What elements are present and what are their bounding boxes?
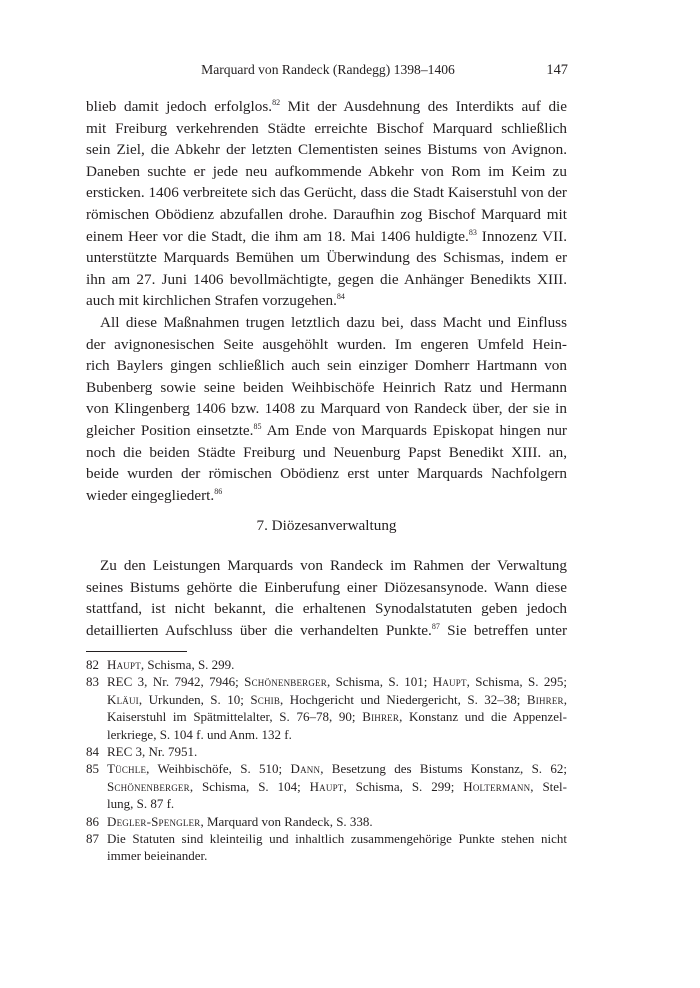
- footnote-84: 84 REC 3, Nr. 7951.: [86, 744, 198, 760]
- paragraph-1: [86, 96, 567, 312]
- text-line: gleicher Position einsetzte.$^{85}$ Am Ende von Marquards Episkopat hingen nur: [86, 421, 567, 439]
- text-line: wieder eingegliedert.$^{86}$: [86, 486, 223, 504]
- page-number: 147: [546, 62, 568, 78]
- footnote-separator: [86, 651, 187, 652]
- footnote-number: 83: [86, 674, 99, 690]
- text-line: von Klingenberg 1406 bzw. 1408 zu Marquard von Randeck über, der sie in: [86, 400, 567, 418]
- footnote-number: 84: [86, 744, 99, 760]
- text-line: stattfand, ist nicht bekannt, die erhaltenen Synodalstatuten geben jedoch: [86, 600, 567, 618]
- text-line: mit Freiburg verkehrenden Städte erreichte Bischof Marquard schließlich: [86, 119, 567, 137]
- text-line: der avignonesischen Seite ausgehöhlt wurden. Im engeren Umfeld Hein-: [86, 335, 567, 353]
- text-line: rich Baylers gingen schließlich auch sein einziger Domherr Hartmann von: [86, 357, 567, 375]
- text-line: einem Heer vor die Stadt, die ihm am 18. Mai 1406 huldigte.$^{83}$ Innozenz VII.: [86, 227, 567, 245]
- text-line: Zu den Leistungen Marquards von Randeck im Rahmen der Verwaltung: [100, 557, 567, 574]
- footnote-ref-87[interactable]: 87: [431, 621, 440, 631]
- paragraph-3: [86, 555, 567, 641]
- text-line: noch die beiden Städte Freiburg und Neuenburg Papst Benedikt XIII. an,: [86, 443, 567, 461]
- text-line: ihn am 27. Juni 1406 bevollmächtigte, gegen die Anhänger Benedikts XIII.: [86, 270, 567, 288]
- running-header: [88, 62, 568, 82]
- text-line: unterstützte Marquards Bemühen um Überwindung des Schismas, indem er: [86, 249, 567, 267]
- footnote-ref-83[interactable]: 83: [468, 227, 477, 237]
- paragraph-2: [86, 312, 567, 506]
- text-line: römischen Obödienz abzufallen drohe. Daraufhin zog Bischof Marquard mit: [86, 205, 567, 223]
- text-line: blieb damit jedoch erfolglos.$^{82}$ Mit der Ausdehnung des Interdikts auf die: [86, 98, 567, 115]
- footnote-number: 86: [86, 813, 99, 829]
- footnote-number: 82: [86, 657, 99, 672]
- footnote-ref-85[interactable]: 85: [253, 421, 262, 431]
- text-line: detaillierten Aufschluss über die verhandelten Punkte.$^{87}$ Sie betreffen unter: [86, 621, 568, 639]
- text-line: Bubenberg sowie seine beiden Weihbischöfe Heinrich Ratz und Hermann: [86, 378, 567, 396]
- footnote-83: 83 REC 3, Nr. 7942, 7946; Schönenberger, Schisma, S. 101; Haupt, Schisma, S. 295; Kläui, Urkunden, S. 10; Schib, Hochgericht und Niedergericht, S. 32–38; Bihrer, Kaiserstuhl im Spätmittelalter, S. 76–78, 90; Bihrer, Konstanz und die Appenzel- lerkriege, S. 104 f. und Anm. 132 f.: [86, 674, 567, 742]
- footnotes: [86, 656, 567, 865]
- footnote-ref-86[interactable]: 86: [214, 486, 223, 496]
- text-line: sein Ziel, die Abkehr der letzten Clementisten seines Bistums von Avignon.: [86, 141, 567, 159]
- footnote-ref-84[interactable]: 84: [336, 292, 345, 302]
- text-line: Daneben suchte er jede neu aufkommende Abkehr von Rom im Keim zu: [86, 162, 567, 180]
- footnote-number: 87: [86, 831, 99, 847]
- text-line: beide wurden der römischen Obödienz erst unter Marquards Nachfolgern: [86, 465, 567, 483]
- text-line: ersticken. 1406 verbreitete sich das Gerücht, dass die Stadt Kaiserstuhl von der: [86, 184, 567, 202]
- running-title: Marquard von Randeck (Randegg) 1398–1406: [201, 62, 455, 77]
- text-line: seines Bistums gehörte die Einberufung einer Diözesansynode. Wann diese: [86, 578, 567, 596]
- section-heading: 7. Diözesanverwaltung: [256, 517, 397, 534]
- footnote-86: 86 Degler-Spengler, Marquard von Randeck, S. 338.: [86, 813, 373, 829]
- footnote-85: 85 Tüchle, Weihbischöfe, S. 510; Dann, Besetzung des Bistums Konstanz, S. 62; Schönenberger, Schisma, S. 104; Haupt, Schisma, S. 299; Holtermann, Stel- lung, S. 87 f.: [86, 761, 567, 812]
- footnote-number: 85: [86, 761, 99, 777]
- footnote-82: 82 Haupt, Schisma, S. 299.: [86, 657, 235, 672]
- footnote-87: 87 Die Statuten sind kleinteilig und inhaltlich zusammengehörige Punkte stehen nicht immer beieinander.: [86, 831, 567, 864]
- footnote-ref-82[interactable]: 82: [272, 98, 281, 107]
- text-line: All diese Maßnahmen trugen letztlich dazu bei, dass Macht und Einfluss: [100, 314, 567, 331]
- text-line: auch mit kirchlichen Strafen vorzugehen.$^{84}$: [86, 292, 345, 310]
